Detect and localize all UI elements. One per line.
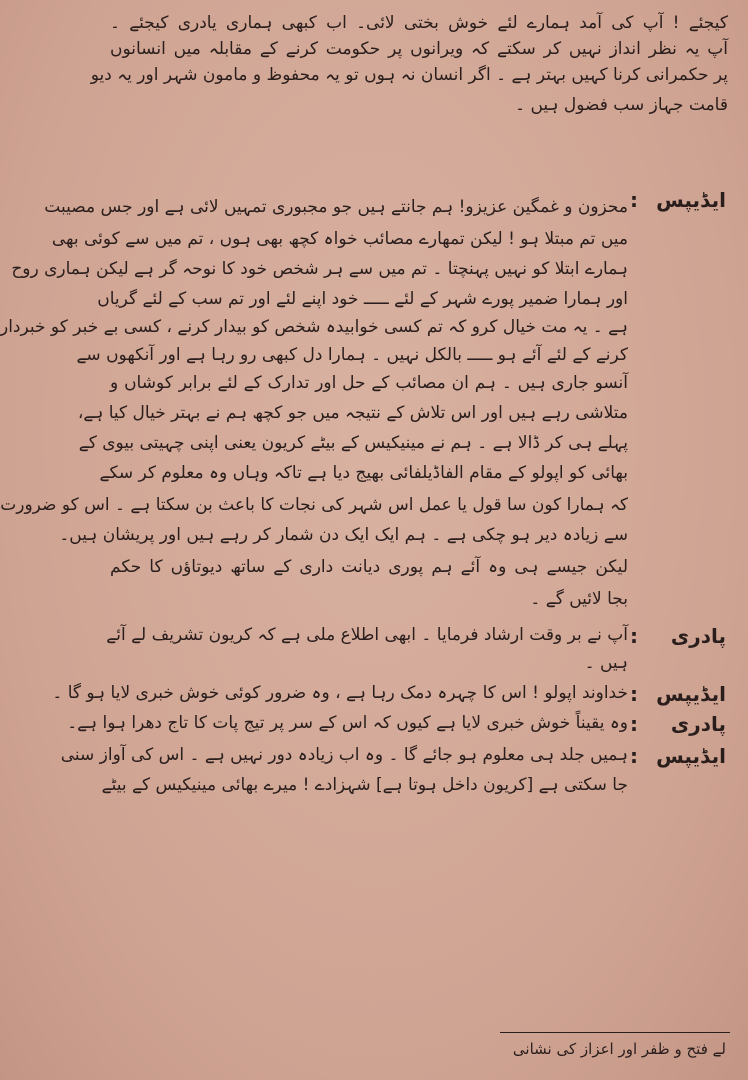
text-line: محزون و غمگین عزیزو! ہم جانتے ہیں جو مجبوری تمہیں لائی ہے اور جس مصیبت [44, 197, 628, 217]
footnote: لے فتح و ظفر اور اعزاز کی نشانی [512, 1040, 726, 1058]
text-line: میں تم مبتلا ہو ! لیکن تمھارے مصائب خواہ کچھ بھی ہوں ، تم میں سے کوئی بھی [51, 229, 628, 249]
text-line: سے زیادہ دیر ہو چکی ہے ۔ ہم ایک ایک دن شمار کر رہے ہیں اور پریشان ہیں۔ [59, 525, 628, 545]
text-line: ہمارے ابتلا کو نہیں پہنچتا ۔ تم میں سے ہر شخص خود کا نوحہ گر ہے لیکن ہماری روح [11, 259, 628, 279]
footnote-rule [500, 1032, 730, 1033]
text-line: کیجئے ! آپ کی آمد ہمارے لئے خوش بختی لائی۔ اب کبھی ہماری یادری کیجئے ۔ [110, 13, 728, 33]
text-line: آپ یہ نظر انداز نہیں کر سکتے کہ ویرانوں پر حکومت کرنے کے مقابلہ میں انسانوں [110, 39, 728, 59]
speaker-colon: : [630, 682, 638, 706]
speaker-colon: : [630, 188, 638, 212]
text-line: بھائی کو اپولو کے مقام الفاڈیلفائی بھیج دیا ہے تاکہ وہاں وہ معلوم کر سکے [99, 463, 628, 483]
text-line: ہیں ۔ [584, 653, 628, 673]
text-line: قامت جہاز سب فضول ہیں ۔ [515, 95, 728, 115]
text-line: آنسو جاری ہیں ۔ ہم ان مصائب کے حل اور تدارک کے لئے برابر کوشاں و [110, 373, 628, 393]
speaker-colon: : [630, 624, 638, 648]
text-line: خداوند اپولو ! اس کا چہرہ دمک رہا ہے ، وہ ضرور کوئی خوش خبری لایا ہو گا ۔ [52, 683, 628, 703]
speaker-label: ایڈیپس [656, 188, 726, 212]
text-line: کرنے کے لئے آئے ہو ـــــ بالکل نہیں ۔ ہمارا دل کبھی رو رہا ہے اور آنکھوں سے [76, 345, 628, 365]
text-line: ہمیں جلد ہی معلوم ہو جائے گا ۔ وہ اب زیادہ دور نہیں ہے ۔ اس کی آواز سنی [60, 745, 628, 765]
speaker-label: ایڈیپس [656, 744, 726, 768]
speaker-colon: : [630, 712, 638, 736]
text-line: کہ ہمارا کون سا قول یا عمل اس شہر کی نجات کا باعث بن سکتا ہے ۔ اس کو ضرورت [0, 495, 628, 515]
text-line: پر حکمرانی کرنا کہیں بہتر ہے ۔ اگر انسان نہ ہوں تو یہ محفوظ و مامون شہر اور یہ دیو [90, 65, 728, 85]
text-line: لیکن جیسے ہی وہ آئے ہم پوری دیانت داری کے ساتھ دیوتاؤں کا حکم [110, 557, 628, 577]
text-line: آپ نے بر وقت ارشاد فرمایا ۔ ابھی اطلاع ملی ہے کہ کریون تشریف لے آئے [106, 625, 628, 645]
text-line: اور ہمارا ضمیر پورے شہر کے لئے ـــــ خود اپنے لئے اور تم سب کے لئے گریاں [97, 289, 628, 309]
text-line: پہلے ہی کر ڈالا ہے ۔ ہم نے مینیکیس کے بیٹے کریون یعنی اپنی چہیتی بیوی کے [78, 433, 628, 453]
speaker-label: پادری [670, 624, 726, 648]
text-line: وہ یقیناً خوش خبری لایا ہے کیوں کہ اس کے سر پر تیج پات کا تاج دھرا ہوا ہے۔ [67, 713, 628, 733]
speaker-colon: : [630, 744, 638, 768]
text-line: متلاشی رہے ہیں اور اس تلاش کے نتیجہ میں جو کچھ ہم نے بہتر خیال کیا ہے، [77, 403, 628, 423]
text-line: ہے ۔ یہ مت خیال کرو کہ تم کسی خوابیدہ شخص کو بیدار کرنے ، کسی بے خبر کو خبردار [0, 317, 628, 337]
speaker-label: پادری [670, 712, 726, 736]
speaker-label: ایڈیپس [656, 682, 726, 706]
text-line: بجا لائیں گے ۔ [530, 589, 628, 609]
text-line: جا سکتی ہے [کریون داخل ہوتا ہے] شہزادے ! میرے بھائی مینیکیس کے بیٹے [101, 775, 628, 795]
